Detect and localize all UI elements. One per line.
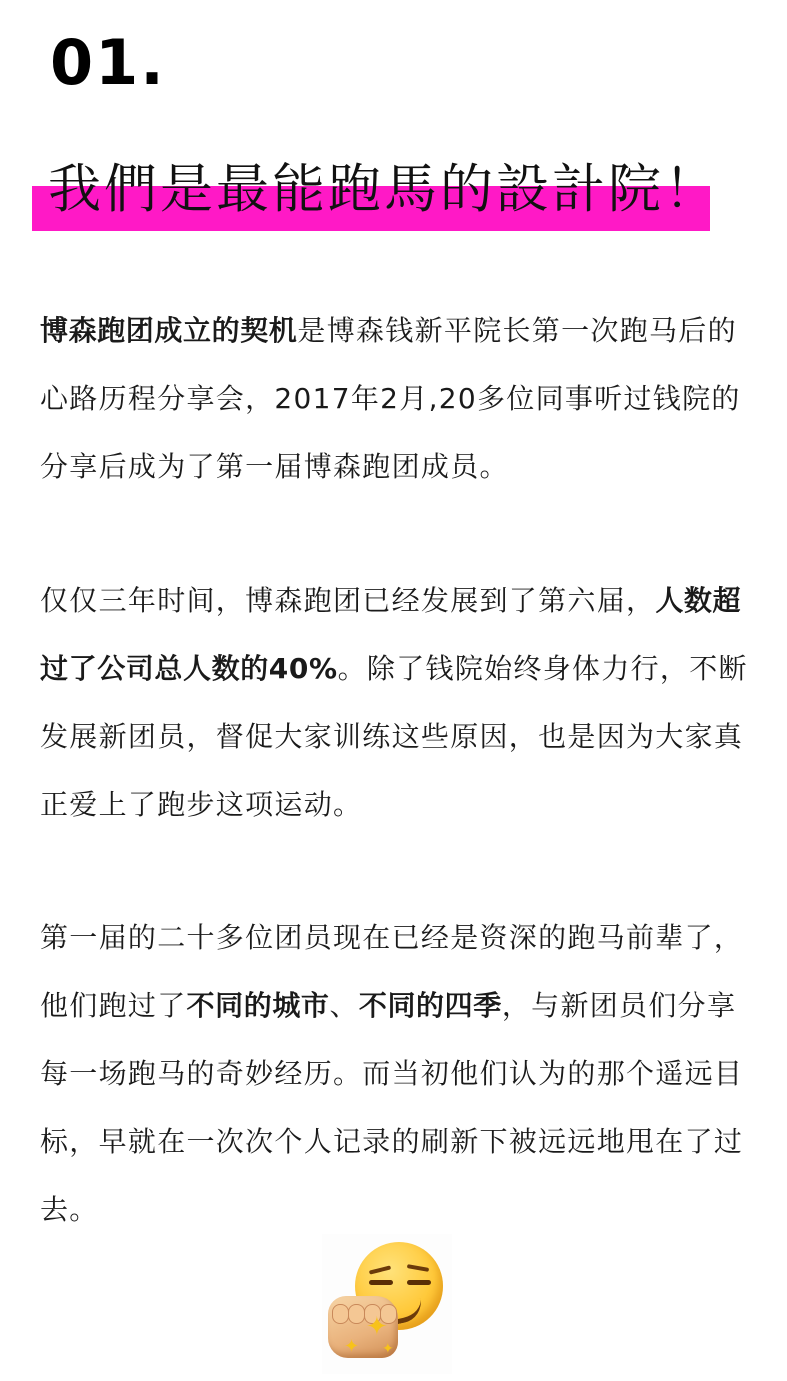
paragraph-2-text-a: 仅仅三年时间，博森跑团已经发展到了第六届，: [40, 584, 656, 617]
paragraph-1-text: 是博森钱新平院长第一次跑马后的心路历程分享会，2017年2月,20多位同事听过钱院的分享后成为了第一届博森跑团成员。: [40, 314, 741, 483]
paragraph-2-bold: 人数超过了公司总人数的40%: [40, 584, 742, 685]
paragraph-2: [40, 567, 752, 839]
paragraph-3-text-b: ，与新团员们分享每一场跑马的奇妙经历。而当初他们认为的那个遥远目标，早就在一次次个人记录的刷新下被远远地甩在了过去。: [40, 989, 744, 1226]
sparkles-icon: ✦: [382, 1341, 394, 1357]
paragraph-3-bold-1: 不同的城市: [186, 989, 330, 1022]
paragraph-2-text-b: 。除了钱院始终身体力行，不断发展新团员，督促大家训练这些原因，也是因为大家真正爱上了跑步这项运动。: [40, 652, 748, 821]
sparkles-icon: ✦: [366, 1312, 388, 1342]
headline-block: [32, 148, 762, 238]
emoji-sticker: [322, 1234, 452, 1374]
paragraph-3: [40, 904, 752, 1244]
paragraph-3-bold-2: 不同的四季: [358, 989, 502, 1022]
headline: 我們是最能跑馬的設計院！: [48, 159, 720, 220]
paragraph-3-text-a: 第一届的二十多位团员现在已经是资深的跑马前辈了，他们跑过了: [40, 921, 744, 1022]
section-number: 01.: [50, 26, 166, 99]
sparkles-icon: ✦: [344, 1336, 360, 1357]
paragraph-1: [40, 297, 752, 501]
paragraph-3-separator: 、: [329, 989, 359, 1022]
paragraph-1-bold-lead: 博森跑团成立的契机: [40, 314, 298, 347]
